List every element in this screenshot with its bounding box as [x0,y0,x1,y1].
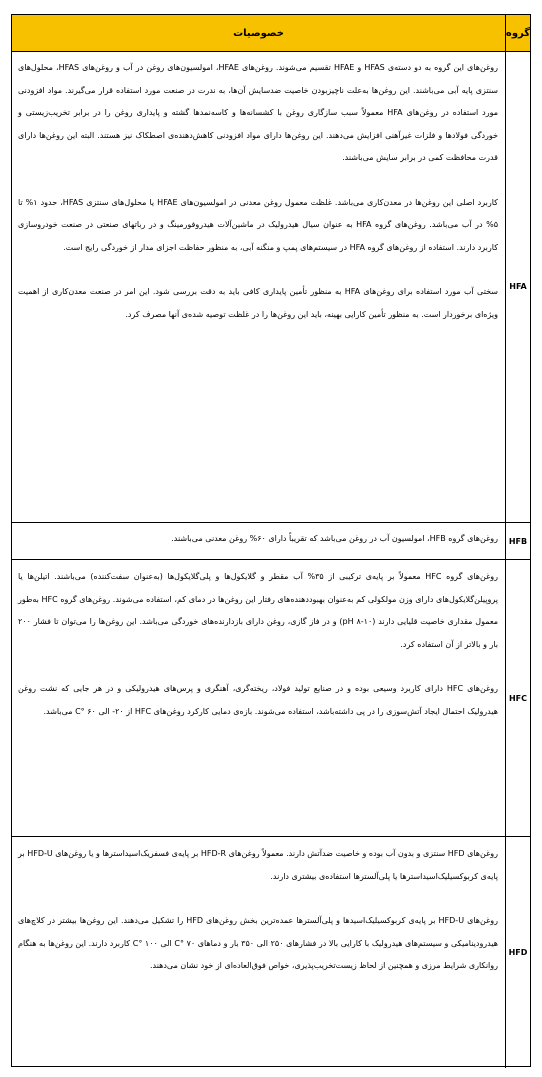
table-row [12,51,530,523]
group-name: HFD [505,837,530,1068]
description-paragraph: روغن‌های گروه HFC معمولاً بر پایه‌ی ترکیبی از ۳۵% آب مقطر و گلایکول‌ها و پلی‌گلایکول‌ها (به‌عنوان سفت‌کننده) می‌باشند. اتیلن‌ها یا پروپیلن‌گلایکول‌های دارای وزن مولکولی کم به‌عنوان بهبوددهنده‌های رفتار این روغن‌ها در دمای کم، استفاده می‌شوند. روغن‌های گروه HFC به‌طور معمول مقداری خاصیت قلیایی دارند (pH ۸-۱۰) و در فاز گازی، روغن دارای بازدارنده‌های خوردگی می‌باشد. این روغن‌ها را می‌توان تا فشار ۲۰۰ بار و بالاتر از آن استفاده کرد. [18,572,499,649]
description-paragraph: سختی آب مورد استفاده برای روغن‌های HFA به منظور تأمین پایداری کافی باید به دقت بررسی شود. این امر در صنعت معدن‌کاری از اهمیت ویژه‌ای برخوردار است. به منظور تأمین کارایی بهینه، باید این روغن‌ها را در غلظت توصیه شده‌ی آنها مصرف کرد. [18,287,498,319]
table-header [12,15,530,52]
description-paragraph: روغن‌های HFD-U بر پایه‌ی کربوکسیلیک‌اسیدها و پلی‌آلسترها عمده‌ترین بخش روغن‌های HFD را تشکیل می‌دهند. این روغن‌ها بیشتر در کلاچ‌های هیدرودینامیکی و سیستم‌های هیدرولیک با کارایی بالا در فشارهای ۲۵۰ الی ۳۵۰ بار و دماهای ۷۰ °C الی ۱۰۰ °C کاربرد دارند. این روغن‌ها به هنگام روانکاری شرایط مرزی و همچنین از لحاظ زیست‌تخریب‌پذیری، خواص فوق‌العاده‌ای از خود نشان می‌دهند. [18,916,498,970]
header-group: گروه [505,15,530,51]
group-name: HFB [505,523,530,559]
description-paragraph: روغن‌های این گروه به دو دسته‌ی HFAS و HFAE تقسیم می‌شوند. روغن‌های HFAE، امولسیون‌های روغن در آب و روغن‌های HFAS، محلول‌های سنتزی پایه آبی می‌باشند. این روغن‌ها به‌علت ناچیزبودن خاصیت ضدسایش آن‌ها، به ندرت در صنعت مورد استفاده قرار می‌گیرند. مواد افزودنی مورد استفاده در روغن‌های HFA معمولاً سبب سازگاری روغن با کشسانه‌ها و کاسه‌نمدها گشته و پایداری روغن را در برابر تخریب‌زیستی و خوردگی فولادها و فلزات غیرآهنی افزایش می‌دهند. این روغن‌ها دارای مواد افزودنی کاهش‌دهنده‌ی اصطکاک نیز هستند. البته این روغن‌ها دارای قدرت محافظت کمی در برابر سایش می‌باشند. [18,63,499,162]
description-paragraph: روغن‌های HFC دارای کاربرد وسیعی بوده و در صنایع تولید فولاد، ریخته‌گری، آهنگری و پرس‌های هیدرولیکی و در هر جایی که نشت روغن هیدرولیک احتمال ایجاد آتش‌سوزی را در پی داشته‌باشد، استفاده می‌شوند. بازه‌ی دمایی کارکرد روغن‌های HFC از ۲۰- الی ۶۰ °C می‌باشد. [18,684,498,716]
group-name: HFC [505,560,530,836]
properties-table [11,14,531,1067]
table-row [12,523,530,560]
group-description [18,843,498,978]
group-name: HFA [505,51,530,522]
description-paragraph: روغن‌های گروه HFB، امولسیون آب در روغن می‌باشد که تقریباً دارای ۶۰% روغن معدنی می‌باشند. [171,534,498,543]
group-description [18,57,498,326]
table-row [12,837,530,1068]
header-features: خصوصیات [233,27,284,39]
description-paragraph: روغن‌های HFD سنتزی و بدون آب بوده و خاصیت ضدآتش دارند. معمولاً روغن‌های HFD-R بر پایه‌ی فسفریک‌اسیداسترها و یا روغن‌های HFD-U بر پایه‌ی کربوکسیلیک‌اسیداسترها یا پلی‌آلسترها استفاده‌ی بیشتری دارند. [18,849,498,881]
group-description [18,528,498,551]
group-description [18,566,498,723]
description-paragraph: کاربرد اصلی این روغن‌ها در معدن‌کاری می‌باشد. غلظت معمول روغن معدنی در امولسیون‌های HFAE یا محلول‌های سنتزی HFAS، حدود ۱% تا ۵% در آب می‌باشد. روغن‌های گروه HFA به عنوان سیال هیدرولیک در ماشین‌آلات هیدروفورمینگ و در رباتهای صنعتی در صنعت خودروسازی کاربرد دارند. استفاده از روغن‌های گروه HFA در سیستم‌های پمپ و منگنه آبی، به منظور حفاظت اجزای مدار از خوردگی رایج است. [18,197,498,252]
table-row [12,560,530,837]
